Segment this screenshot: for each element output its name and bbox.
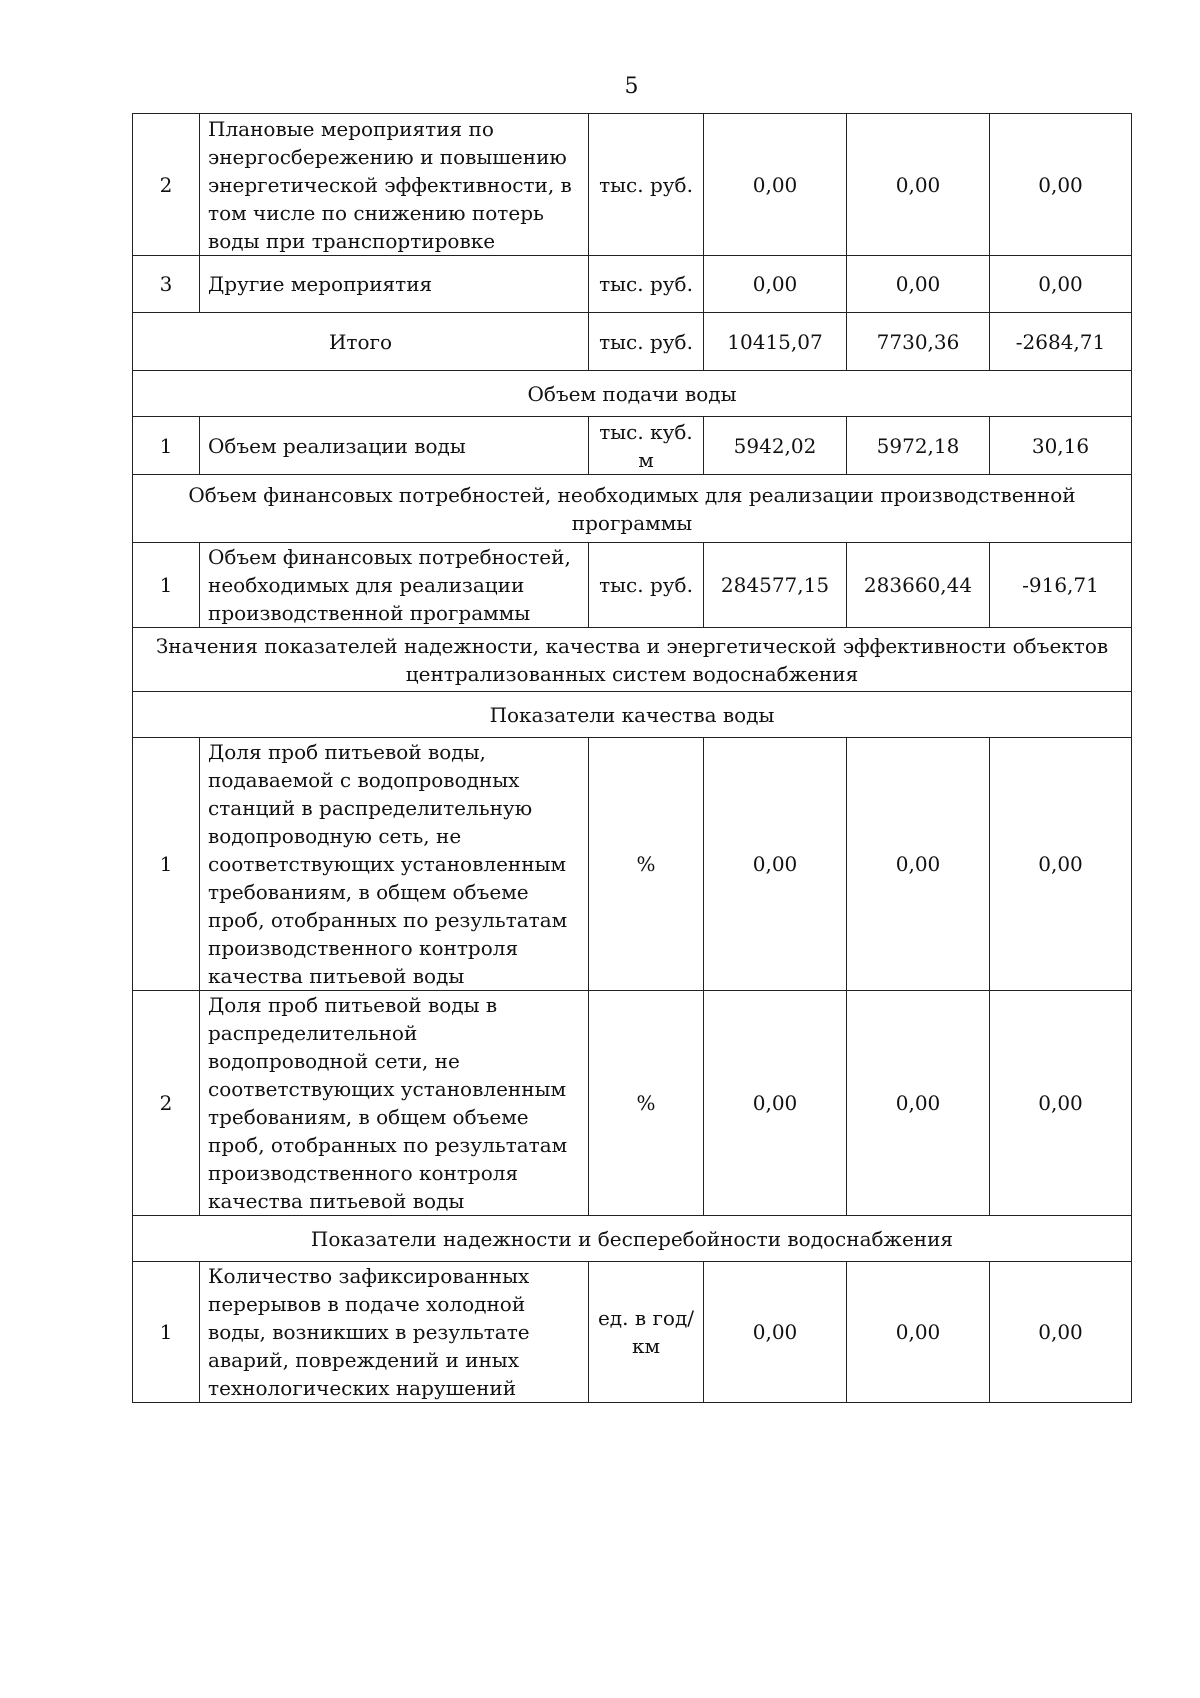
value-2: 0,00 bbox=[847, 738, 990, 991]
unit: % bbox=[589, 991, 704, 1216]
section-title: Объем финансовых потребностей, необходимых для реализации производственной программы bbox=[133, 475, 1132, 543]
indicator-name: Другие мероприятия bbox=[200, 256, 589, 313]
row-number: 1 bbox=[133, 738, 200, 991]
row-number: 1 bbox=[133, 1262, 200, 1403]
indicator-name: Объем финансовых потребностей, необходимых для реализации производственной программы bbox=[200, 543, 589, 628]
table-row bbox=[133, 114, 1132, 256]
value-3: 0,00 bbox=[990, 738, 1132, 991]
indicator-name: Доля проб питьевой воды, подаваемой с водопроводных станций в распределительную водопроводную сеть, не соответствующих установленным требованиям, в общем объеме проб, отобранных по результатам производственного контроля качества питьевой воды bbox=[200, 738, 589, 991]
section-title: Показатели качества воды bbox=[133, 692, 1132, 738]
value-1: 284577,15 bbox=[704, 543, 847, 628]
section-row bbox=[133, 1216, 1132, 1262]
indicator-name: Количество зафиксированных перерывов в подаче холодной воды, возникших в результате аварий, повреждений и иных технологических нарушений bbox=[200, 1262, 589, 1403]
unit: тыс. руб. bbox=[589, 543, 704, 628]
value-1: 0,00 bbox=[704, 738, 847, 991]
unit: тыс. руб. bbox=[589, 313, 704, 371]
table-row bbox=[133, 417, 1132, 475]
section-row bbox=[133, 628, 1132, 692]
value-3: -2684,71 bbox=[990, 313, 1132, 371]
value-2: 283660,44 bbox=[847, 543, 990, 628]
value-2: 0,00 bbox=[847, 256, 990, 313]
value-3: 0,00 bbox=[990, 1262, 1132, 1403]
value-2: 0,00 bbox=[847, 114, 990, 256]
total-label: Итого bbox=[133, 313, 589, 371]
row-number: 2 bbox=[133, 114, 200, 256]
value-3: 0,00 bbox=[990, 991, 1132, 1216]
value-3: 0,00 bbox=[990, 114, 1132, 256]
indicator-name: Плановые мероприятия по энергосбережению и повышению энергетической эффективности, в том числе по снижению потерь воды при транспортировке bbox=[200, 114, 589, 256]
value-1: 0,00 bbox=[704, 256, 847, 313]
unit: тыс. руб. bbox=[589, 256, 704, 313]
section-title: Объем подачи воды bbox=[133, 371, 1132, 417]
unit: тыс. куб. м bbox=[589, 417, 704, 475]
table-row bbox=[133, 256, 1132, 313]
indicator-name: Доля проб питьевой воды в распределительной водопроводной сети, не соответствующих установленным требованиям, в общем объеме проб, отобранных по результатам производственного контроля качества питьевой воды bbox=[200, 991, 589, 1216]
value-1: 0,00 bbox=[704, 991, 847, 1216]
unit: % bbox=[589, 738, 704, 991]
table-row bbox=[133, 991, 1132, 1216]
value-3: 30,16 bbox=[990, 417, 1132, 475]
row-number: 2 bbox=[133, 991, 200, 1216]
section-row bbox=[133, 692, 1132, 738]
row-number: 3 bbox=[133, 256, 200, 313]
value-3: 0,00 bbox=[990, 256, 1132, 313]
value-1: 0,00 bbox=[704, 114, 847, 256]
table-row bbox=[133, 543, 1132, 628]
unit: тыс. руб. bbox=[589, 114, 704, 256]
total-row bbox=[133, 313, 1132, 371]
row-number: 1 bbox=[133, 417, 200, 475]
page-number: 5 bbox=[624, 74, 639, 99]
section-row bbox=[133, 371, 1132, 417]
value-2: 0,00 bbox=[847, 1262, 990, 1403]
indicator-name: Объем реализации воды bbox=[200, 417, 589, 475]
value-2: 0,00 bbox=[847, 991, 990, 1216]
section-title: Показатели надежности и бесперебойности водоснабжения bbox=[133, 1216, 1132, 1262]
section-row bbox=[133, 475, 1132, 543]
table-row bbox=[133, 1262, 1132, 1403]
value-1: 10415,07 bbox=[704, 313, 847, 371]
value-2: 5972,18 bbox=[847, 417, 990, 475]
unit: ед. в год/ км bbox=[589, 1262, 704, 1403]
value-1: 0,00 bbox=[704, 1262, 847, 1403]
section-title: Значения показателей надежности, качества и энергетической эффективности объектов централизованных систем водоснабжения bbox=[133, 628, 1132, 692]
value-1: 5942,02 bbox=[704, 417, 847, 475]
value-3: -916,71 bbox=[990, 543, 1132, 628]
table-row bbox=[133, 738, 1132, 991]
indicators-table bbox=[132, 113, 1132, 1403]
row-number: 1 bbox=[133, 543, 200, 628]
value-2: 7730,36 bbox=[847, 313, 990, 371]
